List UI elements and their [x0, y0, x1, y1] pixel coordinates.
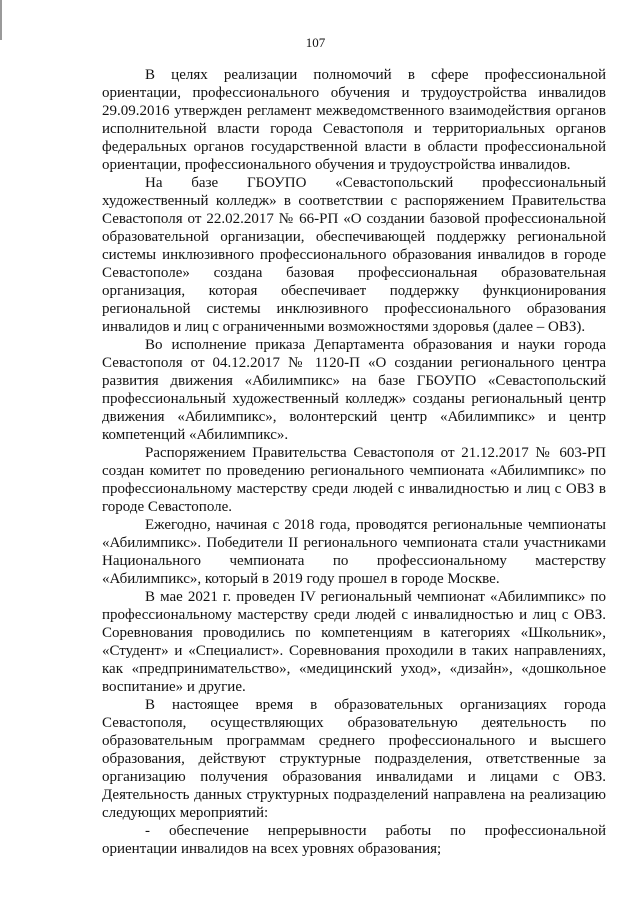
paragraph-abilympics-center: Во исполнение приказа Департамента образования и науки города Севастополя от 04.12.2017 № 1120-П «О создании регионального центра развития движения «Абилимпикс» на базе ГБОУПО «Севастопольский профессиональный художественный колледж» созданы региональный центр движения «Абилимпикс», волонтерский центр «Абилимпикс» и центр компетенций «Абилимпикс». — [102, 337, 606, 443]
paragraph-annual-championships: Ежегодно, начиная с 2018 года, проводятся региональные чемпионаты «Абилимпикс». Победители II регионального чемпионата стали участниками Национального чемпионата по профессиональному мастерству «Абилимпикс», который в 2019 году прошел в городе Москве. — [102, 517, 606, 587]
list-item-career-guidance: - обеспечение непрерывности работы по профессиональной ориентации инвалидов на всех уровнях образования; — [102, 823, 606, 857]
paragraph-committee: Распоряжением Правительства Севастополя от 21.12.2017 № 603-РП создан комитет по проведению регионального чемпионата «Абилимпикс» по профессиональному мастерству среди людей с инвалидностью и лиц с ОВЗ в городе Севастополе. — [102, 445, 606, 515]
paragraph-regulation: В целях реализации полномочий в сфере профессиональной ориентации, профессионального обучения и трудоустройства инвалидов 29.09.2016 утвержден регламент межведомственного взаимодействия органов исполнительной власти города Севастополя и территориальных органов федеральных органов государственной власти в области профессиональной ориентации, профессионального обучения и трудоустройства инвалидов. — [102, 67, 606, 173]
document-body — [102, 66, 606, 858]
page-number: 107 — [305, 35, 326, 50]
paragraph-structural-units: В настоящее время в образовательных организациях города Севастополя, осуществляющих образовательную деятельность по образовательным программам среднего профессионального и высшего образования, действуют структурные подразделения, ответственные за организацию получения образования инвалидами и лицами с ОВЗ. Деятельность данных структурных подразделений направлена на реализацию следующих мероприятий: — [102, 697, 606, 821]
paragraph-base-organization: На базе ГБОУПО «Севастопольский профессиональный художественный колледж» в соответствии с распоряжением Правительства Севастополя от 22.02.2017 № 66-РП «О создании базовой профессиональной образовательной организации, обеспечивающей поддержку региональной системы инклюзивного профессионального образования инвалидов в городе Севастополе» создана базовая профессиональная образовательная организация, которая обеспечивает поддержку функционирования региональной системы инклюзивного профессионального образования инвалидов и лиц с ограниченными возможностями здоровья (далее – ОВЗ). — [102, 175, 606, 335]
scan-edge-mark — [0, 0, 2, 40]
paragraph-fourth-championship: В мае 2021 г. проведен IV региональный чемпионат «Абилимпикс» по профессиональному мастерству среди людей с инвалидностью и лиц с ОВЗ. Соревнования проводились по компетенциям в категориях «Школьник», «Студент» и «Специалист». Соревнования проходили в таких направлениях, как «предпринимательство», «медицинский уход», «дизайн», «дошкольное воспитание» и другие. — [102, 589, 606, 695]
